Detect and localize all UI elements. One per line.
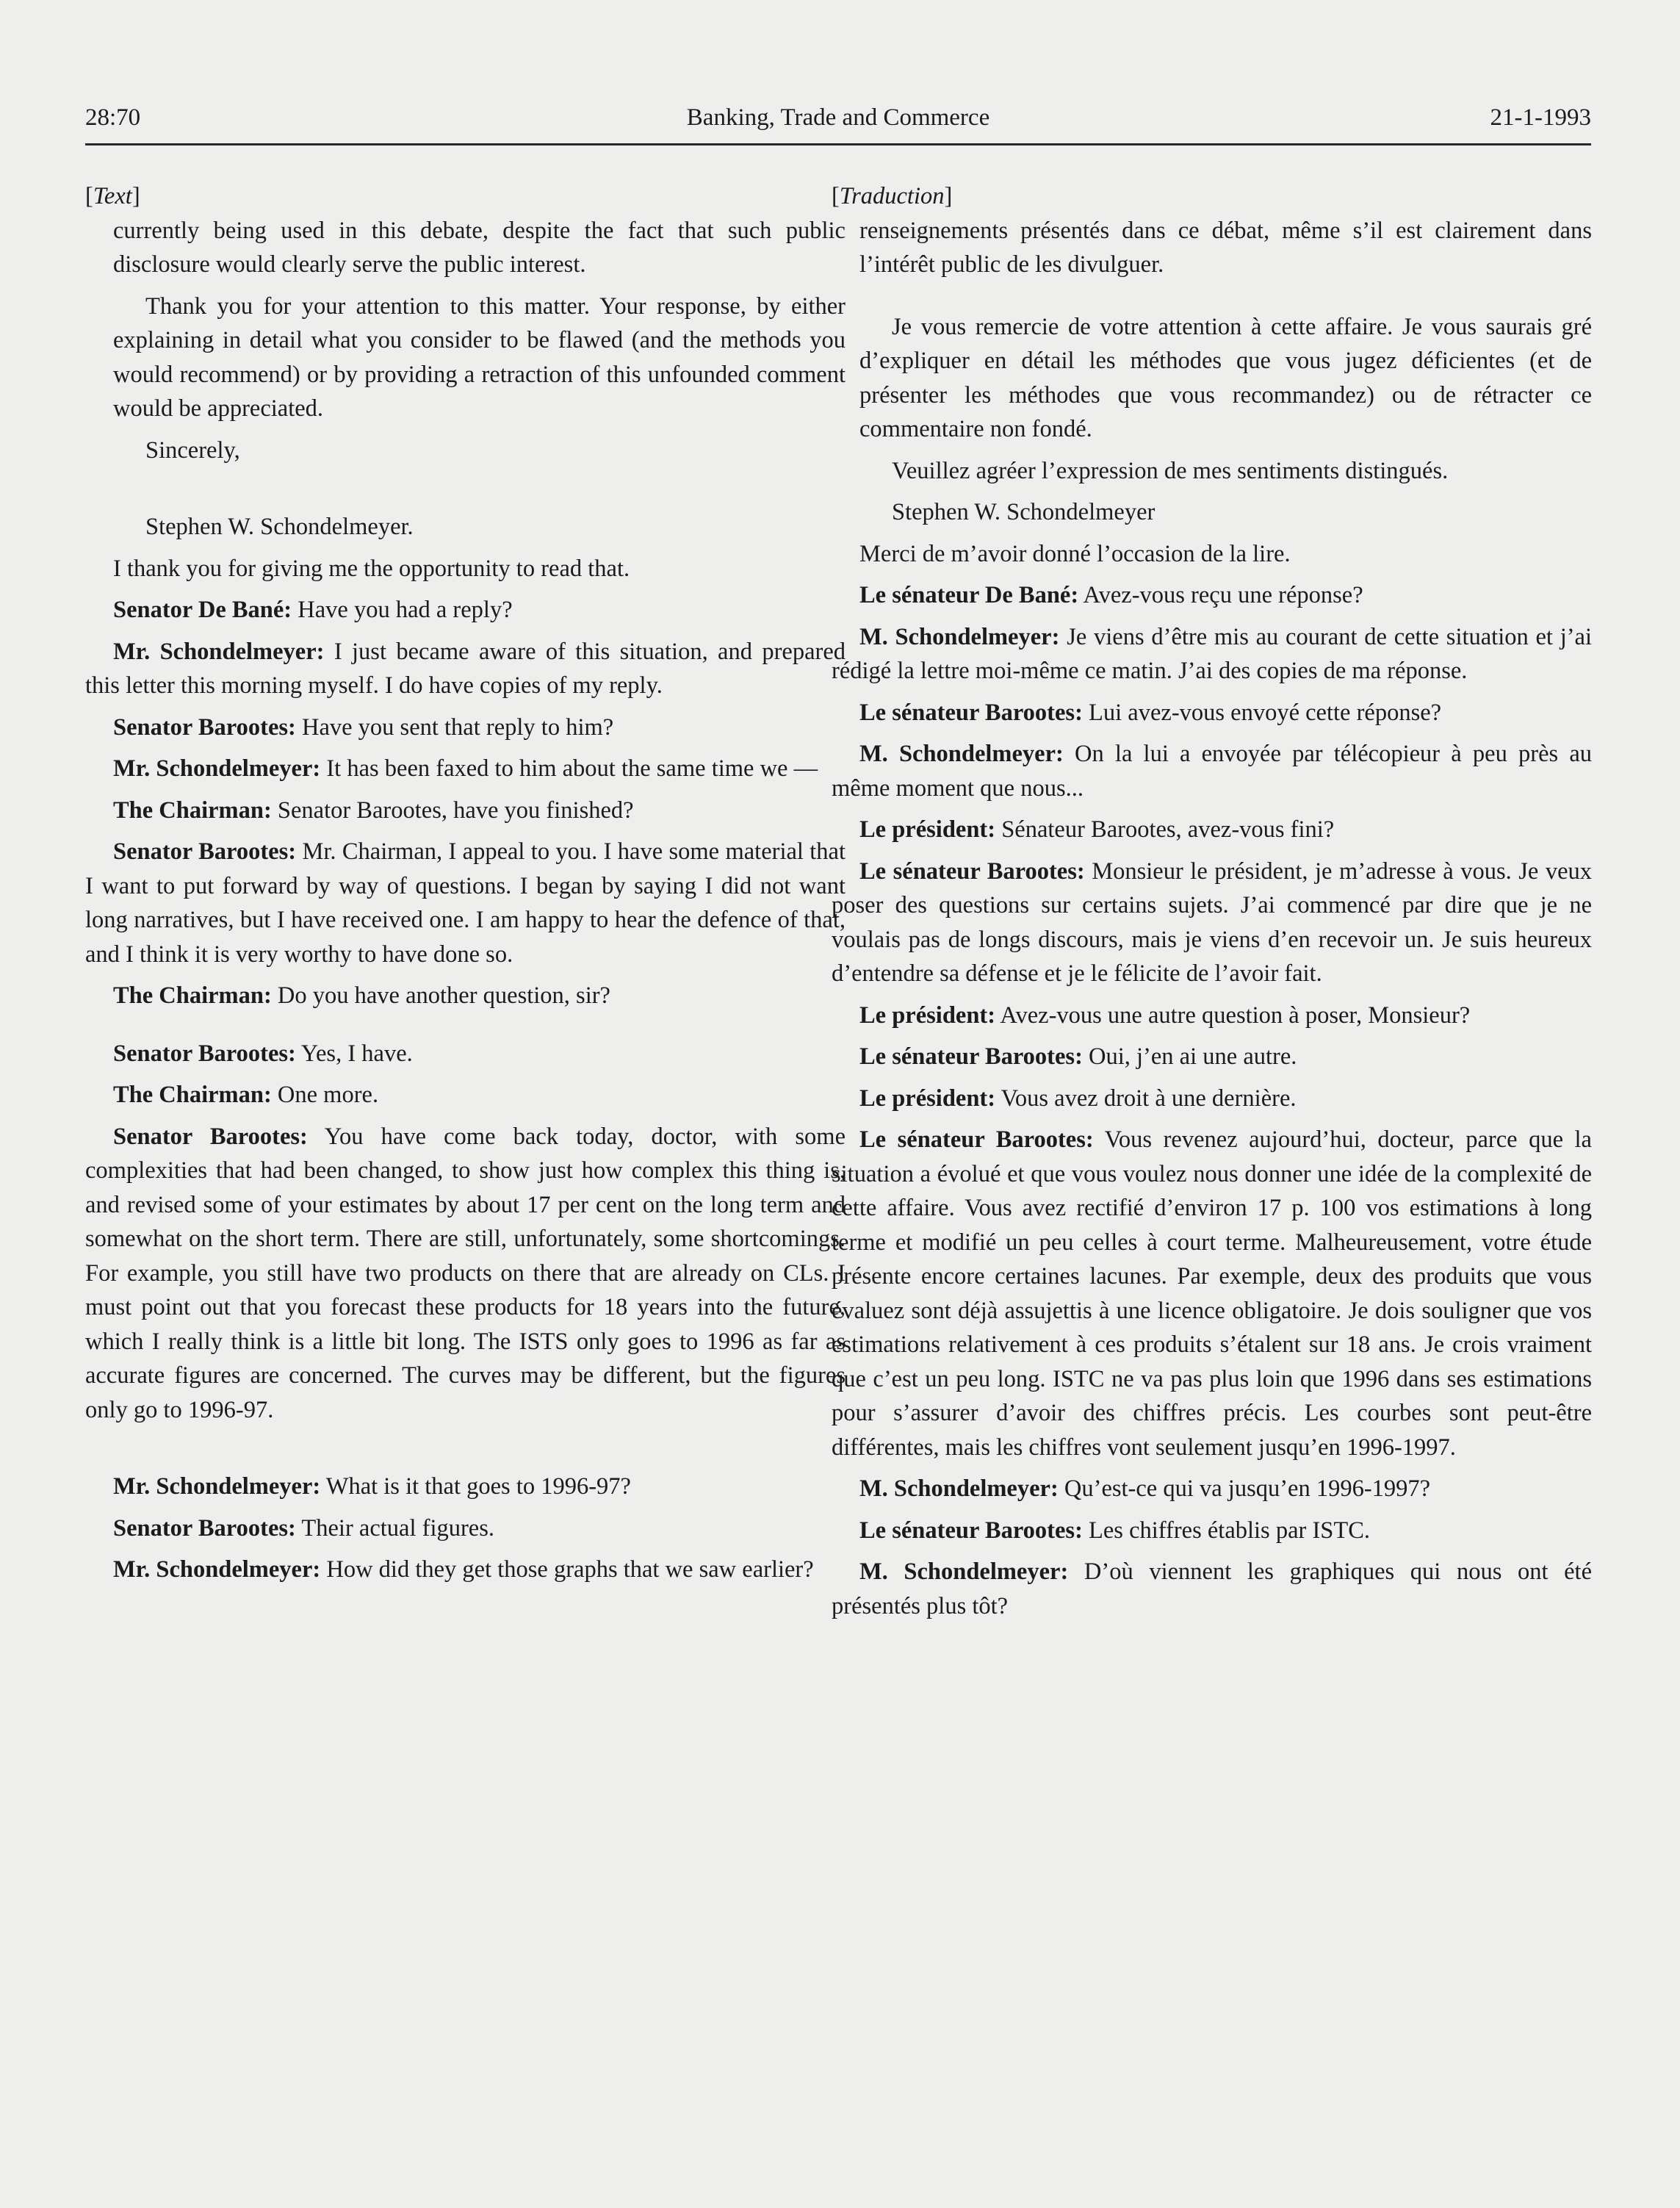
- speech-text: Mr. Chairman, I appeal to you. I have some material that I want to put forward by way of questions. I began by saying I did not want long narratives, but I have received one. I am happy to hear the defence of that, and I think it is very worthy to have done so.: [85, 838, 846, 968]
- header-rule: [85, 143, 1591, 145]
- speech-text: You have come back today, doctor, with some complexities that had been changed, to show just how complex this thing is, and revised some of your estimates by about 17 per cent on the long term and somewhat on the short term. There are still, unfortunately, some shortcomings. For example, you still have two products on there that are already on CLs. I must point out that you forecast these products for 18 years into the future, which I really think is a little bit long. The ISTS only goes to 1996 as far as accurate figures are concerned. The curves may be different, but the figures only go to 1996-97.: [85, 1123, 846, 1423]
- speaker-name: Le sénateur De Bané:: [859, 582, 1079, 608]
- speech-entry: [832, 1040, 1592, 1074]
- speaker-name: Le sénateur Barootes:: [859, 1043, 1083, 1070]
- speech-text: Qu’est-ce qui va jusqu’en 1996-1997?: [1064, 1475, 1431, 1502]
- speech-entry: [85, 1470, 846, 1504]
- speaker-name: Senator Barootes:: [113, 1123, 308, 1150]
- speaker-name: Mr. Schondelmeyer:: [113, 755, 321, 782]
- speech-text: Do you have another question, sir?: [277, 982, 610, 1009]
- speech-entry: [85, 835, 846, 971]
- letter-paragraph: Thank you for your attention to this matter. Your response, by either explaining in detail what you consider to be flawed (and the methods you would recommend) or by providing a retraction of this unfounded comment would be appreciated.: [113, 292, 846, 422]
- speech-text: Monsieur le président, je m’adresse à vous. Je veux poser des questions sur certains sujets. J’ai commencé par dire que je ne voulais pas de longs discours, mais je viens d’en recevoir un. Je suis heureux d’entendre sa défense et je le félicite de l’avoir fait.: [832, 857, 1592, 987]
- speaker-name: Le président:: [859, 1001, 996, 1029]
- speech-text: Vous revenez aujourd’hui, docteur, parce que la situation a évolué et que vous voulez nous donner une idée de la complexité de cette affaire. Vous avez rectifié d’environ 17 p. 100 vos estimations à long terme et modifié un peu celles à court terme. Malheureusement, votre étude présente encore certaines lacunes. Par exemple, deux des produits que vous évaluez sont déjà assujettis à une licence obligatoire. Je dois souligner que vos estimations relativement à ces produits s’étalent sur 18 ans. Je crois vraiment que c’est un peu long. ISTC ne va pas plus loin que 1996 dans ses estimations pour s’assurer d’avoir des chiffres précis. Les courbes sont peut-être différentes, mais les chiffres vont seulement jusqu’en 1996-1997.: [832, 1126, 1592, 1461]
- speech-entry: [832, 696, 1592, 730]
- speech-entry: [85, 593, 846, 627]
- speaker-name: Le sénateur Barootes:: [859, 699, 1083, 726]
- speaker-name: Mr. Schondelmeyer:: [113, 1473, 321, 1500]
- speaker-name: Le président:: [859, 816, 996, 843]
- speaker-name: M. Schondelmeyer:: [859, 1475, 1059, 1502]
- speaker-name: Senator Barootes:: [113, 713, 296, 741]
- speech-text: How did they get those graphs that we saw earlier?: [326, 1556, 814, 1583]
- speech-entry: [832, 737, 1592, 805]
- speech-entry: [85, 1078, 846, 1112]
- speech-text: D’où viennent les graphiques qui nous ont été présentés plus tôt?: [832, 1558, 1592, 1619]
- speech-entry: [85, 752, 846, 786]
- speech-text: Have you had a reply?: [298, 597, 513, 623]
- speaker-name: Senator Barootes:: [113, 838, 297, 865]
- letter-paragraph: renseignements présentés dans ce débat, même s’il est clairement dans l’intérêt public de les divulguer.: [859, 217, 1592, 278]
- speaker-name: Senator Barootes:: [113, 1040, 296, 1067]
- speaker-name: M. Schondelmeyer:: [859, 1558, 1069, 1585]
- speech-entry: [832, 1123, 1592, 1464]
- speech-entry: [85, 794, 846, 828]
- speech-text: Have you sent that reply to him?: [301, 713, 614, 741]
- speech-text: Vous avez droit à une dernière.: [1001, 1085, 1297, 1112]
- letter-signature: Stephen W. Schondelmeyer: [892, 499, 1156, 525]
- speaker-name: M. Schondelmeyer:: [859, 741, 1064, 767]
- column-label-text: [Text]: [85, 183, 140, 209]
- speech-text: What is it that goes to 1996-97?: [325, 1473, 631, 1500]
- speech-text: Oui, j’en ai une autre.: [1089, 1043, 1297, 1070]
- speech-entry: [832, 1082, 1592, 1116]
- letter-paragraph: Je vous remercie de votre attention à cette affaire. Je vous saurais gré d’expliquer en détail les méthodes que vous jugez déficientes (et de présenter les méthodes que vous recommandez) ou de rétracter ce commentaire non fondé.: [859, 313, 1592, 442]
- speech-entry: [85, 1037, 846, 1071]
- speech-text: Senator Barootes, have you finished?: [277, 796, 634, 824]
- statement: I thank you for giving me the opportunity to read that.: [113, 555, 630, 582]
- english-column: [85, 179, 846, 1594]
- speech-entry: [85, 635, 846, 703]
- speaker-name: The Chairman:: [113, 796, 272, 824]
- speech-entry: [85, 1553, 846, 1587]
- letter-closing: Sincerely,: [145, 436, 240, 464]
- speech-entry: [832, 620, 1592, 688]
- speech-entry: [85, 1511, 846, 1546]
- speech-entry: [832, 1555, 1592, 1623]
- speech-entry: [832, 999, 1592, 1033]
- speaker-name: M. Schondelmeyer:: [859, 623, 1060, 650]
- speaker-name: Senator De Bané:: [113, 597, 292, 623]
- speech-text: One more.: [277, 1082, 379, 1108]
- statement: Merci de m’avoir donné l’occasion de la lire.: [859, 540, 1291, 567]
- speaker-name: The Chairman:: [113, 982, 272, 1009]
- speech-entry: [832, 578, 1592, 613]
- speech-text: Les chiffres établis par ISTC.: [1089, 1517, 1371, 1544]
- letter-closing: Veuillez agréer l’expression de mes sentiments distingués.: [892, 457, 1449, 484]
- speaker-name: Le sénateur Barootes:: [859, 1517, 1083, 1544]
- running-title: Banking, Trade and Commerce: [686, 104, 990, 131]
- speaker-name: Mr. Schondelmeyer:: [113, 1556, 321, 1583]
- speaker-name: Mr. Schondelmeyer:: [113, 638, 325, 665]
- speech-entry: [85, 711, 846, 745]
- speech-entry: [832, 813, 1592, 847]
- page-number: 28:70: [85, 104, 141, 131]
- speech-entry: [85, 979, 846, 1013]
- speaker-name: Senator Barootes:: [113, 1514, 296, 1542]
- speech-text: Avez-vous une autre question à poser, Monsieur?: [1000, 1001, 1471, 1029]
- speech-text: Sénateur Barootes, avez-vous fini?: [1001, 816, 1335, 843]
- page-header: [85, 104, 1591, 141]
- speech-text: Lui avez-vous envoyé cette réponse?: [1089, 699, 1442, 726]
- speech-entry: [832, 855, 1592, 991]
- french-column: [832, 179, 1593, 1630]
- header-date: 21-1-1993: [1490, 104, 1591, 131]
- speech-entry: [85, 1120, 846, 1428]
- speaker-name: The Chairman:: [113, 1082, 272, 1108]
- speech-text: On la lui a envoyée par télécopieur à peu près au même moment que nous...: [832, 741, 1593, 802]
- column-label-traduction: [Traduction]: [832, 183, 953, 209]
- speech-text: Their actual figures.: [301, 1514, 494, 1542]
- speaker-name: Le président:: [859, 1085, 996, 1112]
- letter-paragraph: currently being used in this debate, despite the fact that such public disclosure would clearly serve the public interest.: [113, 217, 846, 278]
- speech-entry: [832, 1472, 1592, 1506]
- speech-text: Yes, I have.: [300, 1040, 413, 1067]
- letter-signature: Stephen W. Schondelmeyer.: [145, 514, 414, 540]
- speaker-name: Le sénateur Barootes:: [859, 857, 1085, 885]
- speech-text: It has been faxed to him about the same time we —: [326, 755, 818, 782]
- speaker-name: Le sénateur Barootes:: [859, 1126, 1094, 1153]
- speech-text: I just became aware of this situation, and prepared this letter this morning myself. I do have copies of my reply.: [85, 638, 846, 699]
- speech-text: Je viens d’être mis au courant de cette situation et j’ai rédigé la lettre moi-même ce matin. J’ai des copies de ma réponse.: [832, 623, 1593, 684]
- speech-text: Avez-vous reçu une réponse?: [1083, 582, 1363, 608]
- speech-entry: [832, 1514, 1592, 1548]
